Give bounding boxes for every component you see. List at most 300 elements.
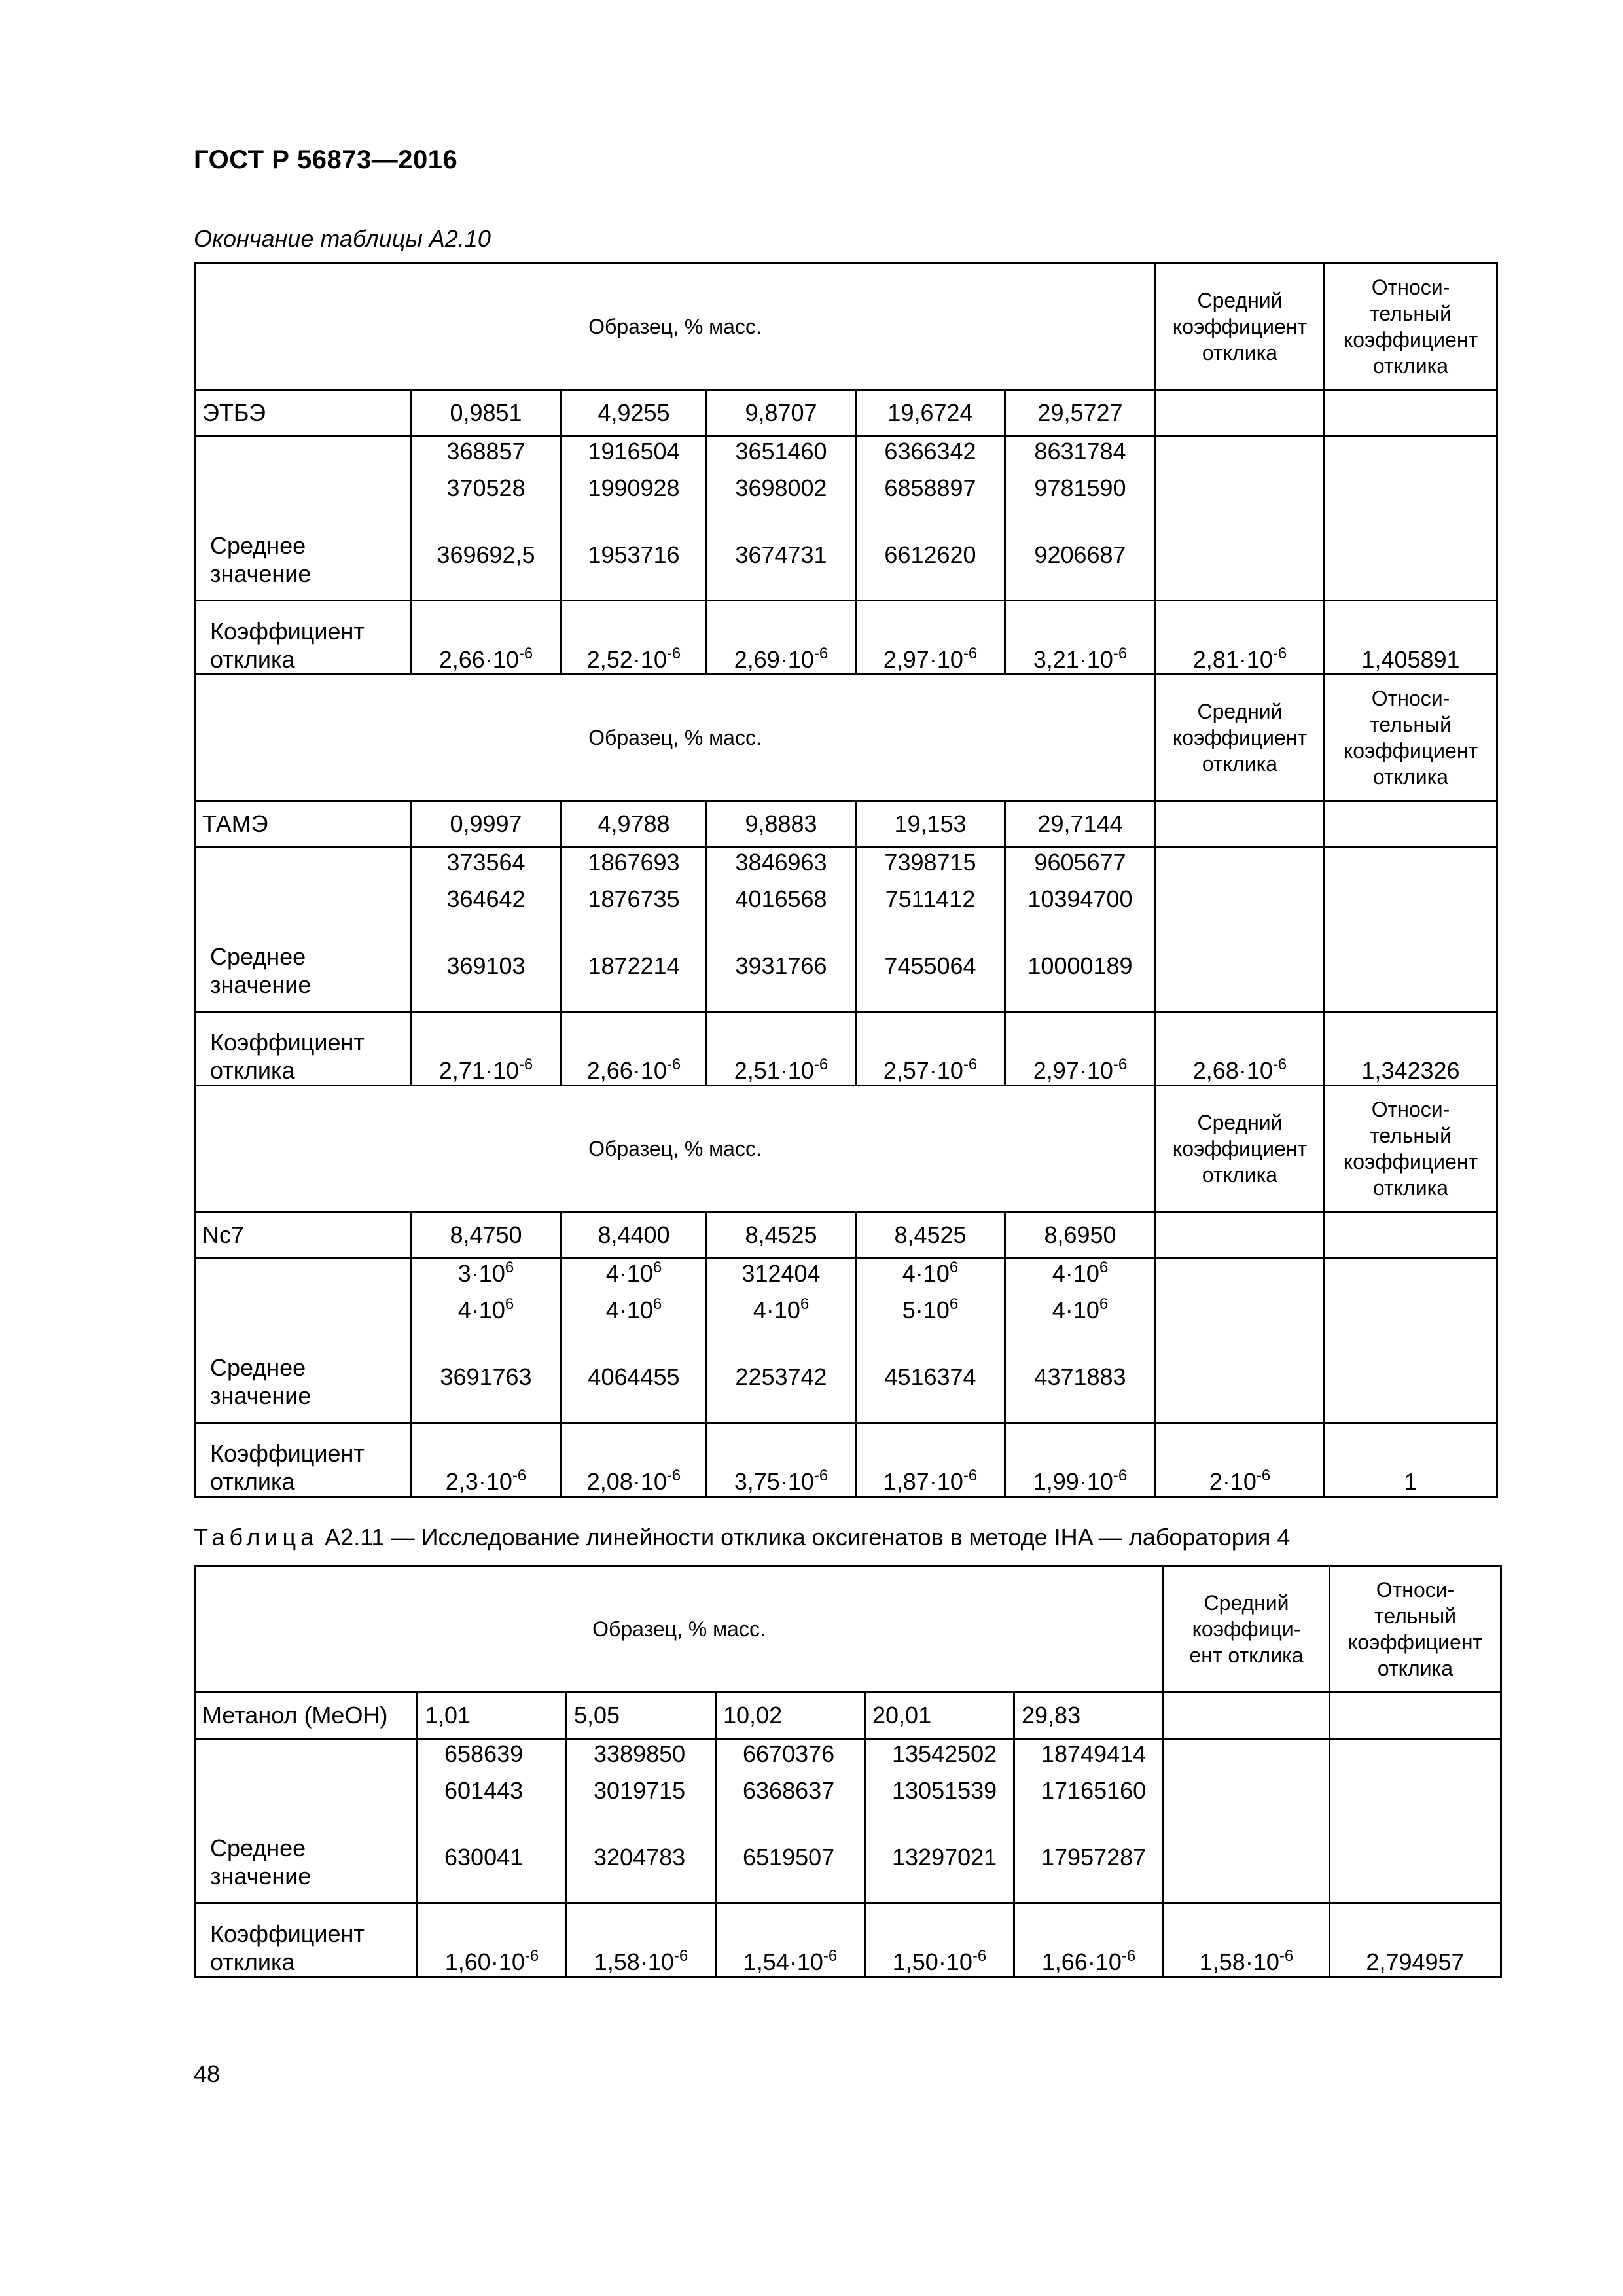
measurement-cell bbox=[562, 437, 707, 601]
measurement-run2: 9781590 bbox=[1034, 475, 1126, 501]
measurement-exponent: 6 bbox=[1099, 1295, 1109, 1313]
table-a2-11-caption bbox=[194, 1524, 1290, 1551]
measurement-row bbox=[195, 1259, 1497, 1423]
coef: 2,97·10 bbox=[883, 645, 963, 673]
measurement-run2: 10394700 bbox=[1027, 886, 1133, 912]
header-row bbox=[195, 1086, 1497, 1212]
measurement-run2 bbox=[569, 1296, 699, 1333]
coef-value bbox=[411, 601, 562, 675]
spacer bbox=[714, 511, 848, 541]
measurement-run2: 364642 bbox=[446, 886, 526, 912]
avg-coef-header bbox=[1164, 1566, 1330, 1693]
coef-label-line: Коэффициент bbox=[210, 1028, 365, 1056]
empty-cell bbox=[1156, 437, 1325, 601]
avg-coef-header bbox=[1156, 264, 1325, 390]
avg-coef-header-line: отклика bbox=[1202, 752, 1278, 776]
mean-value: 369692,5 bbox=[437, 541, 535, 568]
measurement-run2: 4016568 bbox=[735, 886, 827, 912]
mean-label-line: значение bbox=[210, 1382, 312, 1409]
coef-exponent: -6 bbox=[963, 644, 978, 662]
measurement-run1: 6670376 bbox=[743, 1740, 835, 1767]
empty-cell bbox=[1164, 1739, 1330, 1903]
mean-value: 4371883 bbox=[1034, 1363, 1126, 1390]
measurement-cell bbox=[707, 437, 856, 601]
rel-coef-value: 1 bbox=[1325, 1423, 1497, 1497]
measurement-value: 4·10 bbox=[605, 1260, 653, 1287]
measurement-run2: 3698002 bbox=[735, 475, 827, 501]
avg-coef: 2,68·10 bbox=[1192, 1056, 1273, 1084]
sample-concentration: 0,9851 bbox=[411, 390, 562, 437]
rel-coef-header-line: Относи- bbox=[1371, 1098, 1450, 1121]
mean-value: 9206687 bbox=[1034, 541, 1126, 568]
measurement-cell bbox=[562, 1259, 707, 1423]
mean-value: 6519507 bbox=[743, 1844, 835, 1871]
measurement-cell bbox=[1014, 1739, 1164, 1903]
empty-cell bbox=[1156, 1259, 1325, 1423]
mean-value: 13297021 bbox=[892, 1844, 997, 1871]
rel-coef-header bbox=[1330, 1566, 1501, 1693]
empty-cell bbox=[1330, 1739, 1501, 1903]
coef: 1,87·10 bbox=[883, 1467, 963, 1495]
caption-text: А2.11 — Исследование линейности отклика оксигенатов в методе IHA — лаборатория 4 bbox=[318, 1524, 1291, 1551]
measurement-run1: 8631784 bbox=[1034, 438, 1126, 465]
coef-label-line: Коэффициент bbox=[210, 1439, 365, 1467]
sample-concentration: 20,01 bbox=[865, 1693, 1014, 1739]
coef-value bbox=[411, 1423, 562, 1497]
rel-coef-header-line: Относи- bbox=[1376, 1578, 1455, 1602]
measurement-cell bbox=[865, 1739, 1014, 1903]
avg-coef-header-line: Средний bbox=[1197, 1111, 1283, 1134]
mean-label-line: Среднее bbox=[210, 531, 306, 559]
spacer bbox=[892, 1813, 1007, 1843]
rel-coef-header-line: отклика bbox=[1372, 354, 1449, 378]
measurement-cell bbox=[707, 848, 856, 1012]
coef: 2,66·10 bbox=[586, 1056, 667, 1084]
avg-coef-header-line: коэффициент bbox=[1172, 1137, 1308, 1160]
empty-cell bbox=[1330, 1693, 1501, 1739]
avg-coef-header-line: Средний bbox=[1204, 1591, 1289, 1615]
sample-name-row bbox=[195, 1693, 1501, 1739]
mean-value: 1872214 bbox=[588, 952, 680, 979]
measurement-run1: 658639 bbox=[444, 1740, 524, 1767]
coefficient-row bbox=[195, 1012, 1497, 1086]
sample-concentration: 1,01 bbox=[418, 1693, 567, 1739]
coef-value bbox=[1014, 1903, 1164, 1977]
mean-label-line: значение bbox=[210, 971, 312, 998]
coef-exponent: -6 bbox=[666, 1055, 681, 1073]
coef-value bbox=[707, 601, 856, 675]
rel-coef-header-line: отклика bbox=[1377, 1657, 1454, 1680]
spacer bbox=[569, 511, 699, 541]
measurement-exponent: 6 bbox=[949, 1295, 959, 1313]
avg-coef-value bbox=[1156, 601, 1325, 675]
measurement-run2 bbox=[1012, 1296, 1148, 1333]
avg-coef-header-line: Средний bbox=[1197, 289, 1283, 312]
measurement-run2: 3019715 bbox=[594, 1777, 686, 1804]
measurement-run2: 7511412 bbox=[885, 886, 976, 912]
avg-coef-value bbox=[1156, 1423, 1325, 1497]
empty-cell bbox=[1325, 848, 1497, 1012]
measurement-run1 bbox=[863, 1259, 997, 1296]
sample-concentration: 8,4525 bbox=[856, 1212, 1005, 1259]
sample-concentration: 29,83 bbox=[1014, 1693, 1164, 1739]
rel-coef-header-line: тельный bbox=[1374, 1604, 1456, 1628]
rel-coef-header bbox=[1325, 264, 1497, 390]
spacer bbox=[863, 511, 997, 541]
spacer bbox=[569, 1333, 699, 1363]
coef-label-line: отклика bbox=[210, 1056, 295, 1084]
substance-name: ТАМЭ bbox=[195, 801, 411, 848]
avg-coef-exponent: -6 bbox=[1256, 1466, 1271, 1484]
measurement-run2: 17165160 bbox=[1041, 1777, 1147, 1804]
mean-value: 3204783 bbox=[594, 1844, 686, 1871]
mean-label-line: Среднее bbox=[210, 1354, 306, 1381]
coef-value bbox=[411, 1012, 562, 1086]
measurement-value: 4·10 bbox=[605, 1297, 653, 1323]
substance-name: Nc7 bbox=[195, 1212, 411, 1259]
mean-value: 17957287 bbox=[1041, 1844, 1147, 1871]
spacer bbox=[714, 1333, 848, 1363]
coef-exponent: -6 bbox=[963, 1055, 978, 1073]
rel-coef-header-line: отклика bbox=[1372, 1176, 1449, 1200]
measurement-cell bbox=[716, 1739, 865, 1903]
sample-header: Образец, % масс. bbox=[195, 675, 1156, 801]
coef: 2,69·10 bbox=[734, 645, 814, 673]
coefficient-row bbox=[195, 1903, 1501, 1977]
sample-concentration: 5,05 bbox=[567, 1693, 716, 1739]
mean-value: 7455064 bbox=[884, 952, 976, 979]
sample-concentration: 8,6950 bbox=[1005, 1212, 1156, 1259]
sample-concentration: 29,7144 bbox=[1005, 801, 1156, 848]
rel-coef-header-line: коэффициент bbox=[1343, 739, 1478, 762]
rel-coef-header bbox=[1325, 675, 1497, 801]
measurement-run2: 1876735 bbox=[588, 886, 680, 912]
measurement-value: 4·10 bbox=[1052, 1260, 1099, 1287]
mean-value: 3691763 bbox=[440, 1363, 532, 1390]
measurement-value: 4·10 bbox=[902, 1260, 950, 1287]
coef-exponent: -6 bbox=[673, 1946, 688, 1965]
coef: 1,58·10 bbox=[594, 1948, 674, 1975]
mean-value: 630041 bbox=[444, 1844, 524, 1871]
mean-value: 2253742 bbox=[735, 1363, 827, 1390]
table-a2-11 bbox=[194, 1565, 1502, 1978]
measurement-cell bbox=[411, 437, 562, 601]
measurement-cell bbox=[562, 848, 707, 1012]
measurement-exponent: 6 bbox=[1099, 1259, 1109, 1276]
coef-exponent: -6 bbox=[666, 1466, 681, 1484]
coef-value bbox=[716, 1903, 865, 1977]
measurement-cell bbox=[411, 1259, 562, 1423]
mean-value: 10000189 bbox=[1027, 952, 1133, 979]
coef-label-line: отклика bbox=[210, 1948, 295, 1975]
measurement-run2: 6368637 bbox=[743, 1777, 835, 1804]
caption-word: Таблица bbox=[194, 1524, 319, 1551]
rel-coef-value: 2,794957 bbox=[1330, 1903, 1501, 1977]
measurement-value: 4·10 bbox=[753, 1297, 800, 1323]
empty-cell bbox=[1156, 390, 1325, 437]
mean-value: 4064455 bbox=[588, 1363, 680, 1390]
coef: 3,21·10 bbox=[1033, 645, 1113, 673]
sample-concentration: 9,8707 bbox=[707, 390, 856, 437]
measurement-run2: 13051539 bbox=[892, 1777, 997, 1804]
coef-value bbox=[562, 601, 707, 675]
measurement-exponent: 6 bbox=[800, 1295, 810, 1313]
rel-coef-header-line: тельный bbox=[1370, 713, 1452, 736]
measurement-run1: 3389850 bbox=[594, 1740, 686, 1767]
measurement-exponent: 6 bbox=[652, 1259, 662, 1276]
mean-value: 1953716 bbox=[588, 541, 680, 568]
spacer bbox=[1012, 511, 1148, 541]
spacer bbox=[418, 511, 554, 541]
coef: 2,08·10 bbox=[586, 1467, 667, 1495]
spacer bbox=[1012, 922, 1148, 952]
sample-header: Образец, % масс. bbox=[195, 264, 1156, 390]
measurement-cell bbox=[856, 437, 1005, 601]
measurement-exponent: 6 bbox=[949, 1259, 959, 1276]
coef-value bbox=[856, 1012, 1005, 1086]
measurement-run1: 18749414 bbox=[1041, 1740, 1147, 1767]
mean-value: 4516374 bbox=[884, 1363, 976, 1390]
rel-coef-header-line: коэффициент bbox=[1343, 1150, 1478, 1174]
coef: 1,99·10 bbox=[1033, 1467, 1113, 1495]
measurement-run1: 7398715 bbox=[884, 849, 976, 876]
coef-label bbox=[195, 601, 411, 675]
measurement-cell bbox=[707, 1259, 856, 1423]
measurement-run1: 1867693 bbox=[588, 849, 680, 876]
substance-name: Метанол (MeOH) bbox=[195, 1693, 418, 1739]
coef-exponent: -6 bbox=[813, 1466, 829, 1484]
measurement-cell bbox=[1005, 437, 1156, 601]
measurement-value: 4·10 bbox=[457, 1297, 505, 1323]
coef: 2,3·10 bbox=[445, 1467, 512, 1495]
coef-exponent: -6 bbox=[813, 644, 829, 662]
measurement-cell bbox=[411, 848, 562, 1012]
coef: 2,57·10 bbox=[883, 1056, 963, 1084]
avg-coef: 2·10 bbox=[1209, 1467, 1257, 1495]
coef-label bbox=[195, 1423, 411, 1497]
spacer bbox=[714, 922, 848, 952]
rel-coef-value: 1,405891 bbox=[1325, 601, 1497, 675]
avg-coef-header bbox=[1156, 675, 1325, 801]
coef-exponent: -6 bbox=[972, 1946, 987, 1965]
sample-concentration: 10,02 bbox=[716, 1693, 865, 1739]
measurement-cell bbox=[1005, 1259, 1156, 1423]
coef-exponent: -6 bbox=[512, 1466, 527, 1484]
avg-coef-exponent: -6 bbox=[1279, 1946, 1294, 1965]
coef: 1,60·10 bbox=[444, 1948, 525, 1975]
mean-value: 3674731 bbox=[735, 541, 827, 568]
coef-label-line: отклика bbox=[210, 645, 295, 673]
header-row bbox=[195, 675, 1497, 801]
measurement-run1: 9605677 bbox=[1034, 849, 1126, 876]
measurement-run1: 3846963 bbox=[735, 849, 827, 876]
avg-coef-header-line: коэффициент bbox=[1172, 726, 1308, 749]
empty-cell bbox=[1325, 801, 1497, 848]
mean-label bbox=[195, 848, 411, 1012]
coef: 3,75·10 bbox=[734, 1467, 814, 1495]
coef-label bbox=[195, 1903, 418, 1977]
avg-coef-header bbox=[1156, 1086, 1325, 1212]
coef-exponent: -6 bbox=[524, 1946, 539, 1965]
sample-name-row bbox=[195, 390, 1497, 437]
measurement-run1: 312404 bbox=[741, 1260, 821, 1287]
spacer bbox=[444, 1813, 559, 1843]
coef-exponent: -6 bbox=[518, 644, 533, 662]
rel-coef-header-line: коэффициент bbox=[1347, 1630, 1483, 1654]
coef-label-line: Коэффициент bbox=[210, 1920, 365, 1947]
mean-label bbox=[195, 1739, 418, 1903]
empty-cell bbox=[1325, 1259, 1497, 1423]
measurement-cell bbox=[856, 848, 1005, 1012]
avg-coef-header-line: отклика bbox=[1202, 1163, 1278, 1187]
coef: 1,54·10 bbox=[743, 1948, 823, 1975]
substance-name: ЭТБЭ bbox=[195, 390, 411, 437]
coef-value bbox=[562, 1423, 707, 1497]
coef-exponent: -6 bbox=[1113, 1055, 1128, 1073]
sample-concentration: 8,4400 bbox=[562, 1212, 707, 1259]
mean-label-line: значение bbox=[210, 560, 312, 587]
coef-value bbox=[567, 1903, 716, 1977]
measurement-row bbox=[195, 1739, 1501, 1903]
mean-label-line: Среднее bbox=[210, 1834, 306, 1861]
empty-cell bbox=[1164, 1693, 1330, 1739]
mean-label bbox=[195, 1259, 411, 1423]
measurement-run2: 601443 bbox=[444, 1777, 524, 1804]
measurement-run2: 1990928 bbox=[588, 475, 680, 501]
sample-concentration: 0,9997 bbox=[411, 801, 562, 848]
measurement-run1: 368857 bbox=[446, 438, 526, 465]
coef-value bbox=[1005, 1423, 1156, 1497]
coef-exponent: -6 bbox=[1113, 1466, 1128, 1484]
coef-label-line: Коэффициент bbox=[210, 617, 365, 645]
document-header: ГОСТ Р 56873—2016 bbox=[194, 145, 458, 174]
empty-cell bbox=[1156, 848, 1325, 1012]
mean-value: 369103 bbox=[446, 952, 526, 979]
sample-name-row bbox=[195, 801, 1497, 848]
coef-label bbox=[195, 1012, 411, 1086]
coefficient-row bbox=[195, 1423, 1497, 1497]
measurement-run1 bbox=[418, 1259, 554, 1296]
coef-value bbox=[856, 1423, 1005, 1497]
measurement-run1: 13542502 bbox=[892, 1740, 997, 1767]
measurement-run1: 6366342 bbox=[884, 438, 976, 465]
coef-exponent: -6 bbox=[823, 1946, 838, 1965]
rel-coef-header-line: коэффициент bbox=[1343, 328, 1478, 351]
rel-coef-header-line: отклика bbox=[1372, 765, 1449, 789]
coef: 2,51·10 bbox=[734, 1056, 814, 1084]
coef-exponent: -6 bbox=[518, 1055, 533, 1073]
coef-exponent: -6 bbox=[813, 1055, 829, 1073]
rel-coef-value: 1,342326 bbox=[1325, 1012, 1497, 1086]
avg-coef-header-line: коэффици- bbox=[1192, 1617, 1301, 1641]
page-number: 48 bbox=[194, 2060, 221, 2087]
spacer bbox=[1041, 1813, 1156, 1843]
coef-value bbox=[562, 1012, 707, 1086]
avg-coef-header-line: отклика bbox=[1202, 341, 1278, 365]
coef-value bbox=[418, 1903, 567, 1977]
coef-value bbox=[1005, 601, 1156, 675]
coef: 1,50·10 bbox=[892, 1948, 972, 1975]
coef: 2,97·10 bbox=[1033, 1056, 1113, 1084]
mean-value: 3931766 bbox=[735, 952, 827, 979]
coef: 1,66·10 bbox=[1041, 1948, 1122, 1975]
measurement-value: 4·10 bbox=[1052, 1297, 1099, 1323]
measurement-run2: 370528 bbox=[446, 475, 526, 501]
spacer bbox=[418, 1333, 554, 1363]
avg-coef-value bbox=[1156, 1012, 1325, 1086]
sample-concentration: 4,9255 bbox=[562, 390, 707, 437]
rel-coef-header-line: тельный bbox=[1370, 1124, 1452, 1147]
coef-exponent: -6 bbox=[666, 644, 681, 662]
sample-concentration: 29,5727 bbox=[1005, 390, 1156, 437]
spacer bbox=[418, 922, 554, 952]
avg-coef-exponent: -6 bbox=[1272, 644, 1287, 662]
mean-value: 6612620 bbox=[884, 541, 976, 568]
coef-label-line: отклика bbox=[210, 1467, 295, 1495]
rel-coef-header bbox=[1325, 1086, 1497, 1212]
spacer bbox=[863, 1333, 997, 1363]
sample-concentration: 8,4525 bbox=[707, 1212, 856, 1259]
coef-exponent: -6 bbox=[963, 1466, 978, 1484]
sample-concentration: 9,8883 bbox=[707, 801, 856, 848]
measurement-value: 3·10 bbox=[457, 1260, 505, 1287]
measurement-exponent: 6 bbox=[505, 1295, 514, 1313]
coef: 2,71·10 bbox=[438, 1056, 519, 1084]
coef-value bbox=[856, 601, 1005, 675]
empty-cell bbox=[1325, 1212, 1497, 1259]
measurement-run2: 6858897 bbox=[884, 475, 976, 501]
avg-coef: 1,58·10 bbox=[1199, 1948, 1279, 1975]
measurement-exponent: 6 bbox=[652, 1295, 662, 1313]
coef-value bbox=[1005, 1012, 1156, 1086]
sample-concentration: 19,6724 bbox=[856, 390, 1005, 437]
avg-coef-header-line: коэффициент bbox=[1172, 315, 1308, 338]
empty-cell bbox=[1325, 390, 1497, 437]
spacer bbox=[863, 922, 997, 952]
measurement-run2 bbox=[863, 1296, 997, 1333]
avg-coef: 2,81·10 bbox=[1192, 645, 1273, 673]
sample-header: Образец, % масс. bbox=[195, 1566, 1164, 1693]
measurement-cell bbox=[418, 1739, 567, 1903]
avg-coef-value bbox=[1164, 1903, 1330, 1977]
measurement-exponent: 6 bbox=[505, 1259, 514, 1276]
sample-concentration: 8,4750 bbox=[411, 1212, 562, 1259]
measurement-cell bbox=[567, 1739, 716, 1903]
sample-name-row bbox=[195, 1212, 1497, 1259]
coef-value bbox=[707, 1423, 856, 1497]
coef-exponent: -6 bbox=[1113, 644, 1128, 662]
measurement-run1: 1916504 bbox=[588, 438, 680, 465]
sample-concentration: 4,9788 bbox=[562, 801, 707, 848]
empty-cell bbox=[1156, 801, 1325, 848]
empty-cell bbox=[1156, 1212, 1325, 1259]
empty-cell bbox=[1325, 437, 1497, 601]
mean-label-line: значение bbox=[210, 1862, 312, 1890]
table-continuation-caption: Окончание таблицы А2.10 bbox=[194, 225, 491, 252]
measurement-run1: 3651460 bbox=[735, 438, 827, 465]
spacer bbox=[594, 1813, 708, 1843]
measurement-run1 bbox=[569, 1259, 699, 1296]
measurement-run1: 373564 bbox=[446, 849, 526, 876]
spacer bbox=[1012, 1333, 1148, 1363]
measurement-value: 5·10 bbox=[902, 1297, 950, 1323]
measurement-cell bbox=[856, 1259, 1005, 1423]
sample-concentration: 19,153 bbox=[856, 801, 1005, 848]
header-row bbox=[195, 1566, 1501, 1693]
measurement-row bbox=[195, 437, 1497, 601]
measurement-run2 bbox=[714, 1296, 848, 1333]
coef: 2,52·10 bbox=[586, 645, 667, 673]
